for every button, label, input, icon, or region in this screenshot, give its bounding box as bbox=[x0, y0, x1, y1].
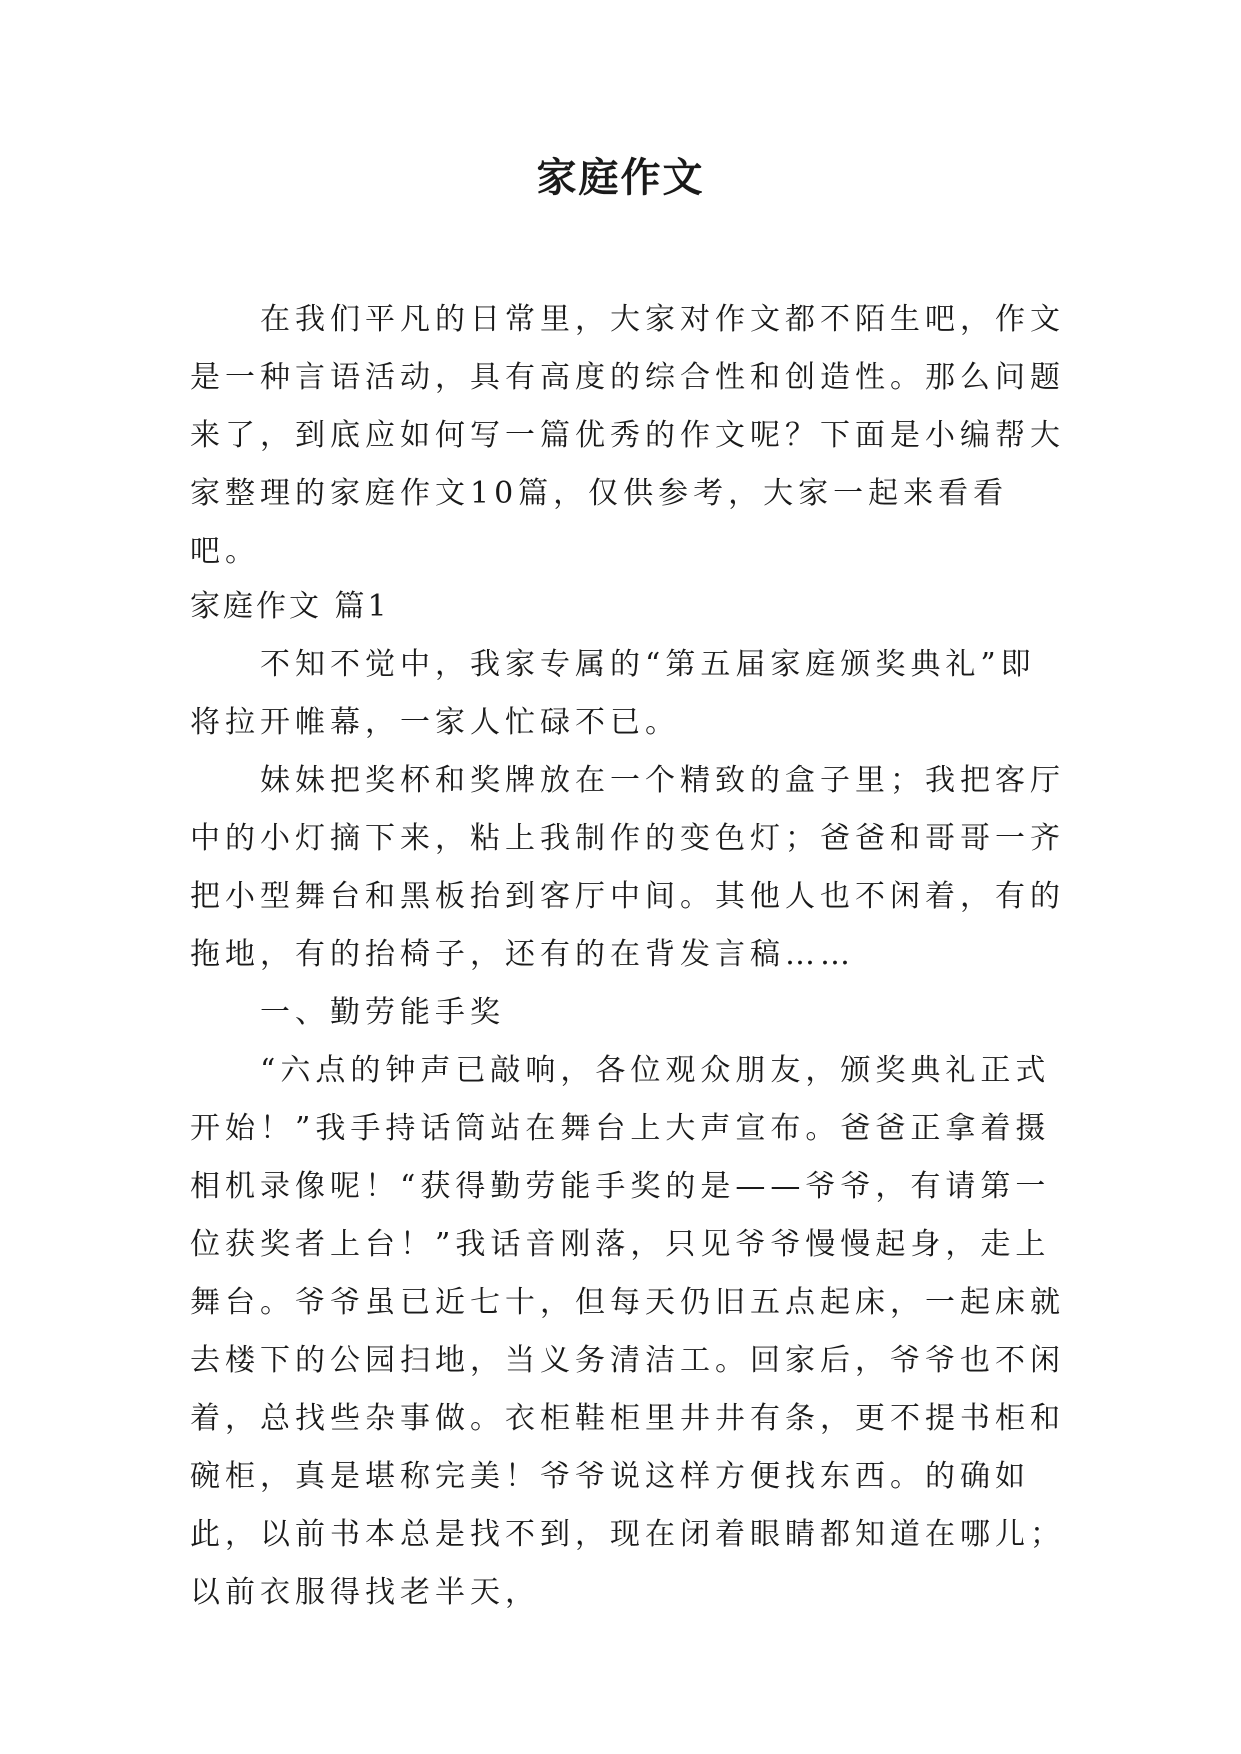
document-title: 家庭作文 bbox=[536, 154, 705, 201]
body-paragraph: 不知不觉中，我家专属的“第五届家庭颁奖典礼”即将拉开帷幕，一家人忙碌不已。 bbox=[190, 647, 1036, 740]
intro-block bbox=[190, 291, 1070, 581]
intro-paragraph: 在我们平凡的日常里，大家对作文都不陌生吧，作文是一种言语活动，具有高度的综合性和创造性。那么问题来了，到底应如何写一篇优秀的作文呢？下面是小编帮大家整理的家庭作文10篇，仅供参考，大家一起来看看吧。 bbox=[190, 302, 1065, 569]
section-heading: 家庭作文 篇1 bbox=[190, 589, 390, 624]
section-body bbox=[190, 636, 1070, 1622]
body-paragraph: “六点的钟声已敲响，各位观众朋友，颁奖典礼正式开始！”我手持话筒站在舞台上大声宣布。爸爸正拿着摄相机录像呢！“获得勤劳能手奖的是——爷爷，有请第一位获奖者上台！”我话音刚落，只见爷爷慢慢起身，走上舞台。爷爷虽已近七十，但每天仍旧五点起床，一起床就去楼下的公园扫地，当义务清洁工。回家后，爷爷也不闲着，总找些杂事做。衣柜鞋柜里井井有条，更不提书柜和碗柜，真是堪称完美！爷爷说这样方便找东西。的确如此，以前书本总是找不到，现在闭着眼睛都知道在哪儿；以前衣服得找老半天， bbox=[190, 1053, 1065, 1610]
body-paragraph: 妹妹把奖杯和奖牌放在一个精致的盒子里；我把客厅中的小灯摘下来，粘上我制作的变色灯；爸爸和哥哥一齐把小型舞台和黑板抬到客厅中间。其他人也不闲着，有的拖地，有的抬椅子，还有的在背发言稿…… bbox=[190, 763, 1065, 972]
subsection-heading: 一、勤劳能手奖 bbox=[260, 995, 505, 1030]
